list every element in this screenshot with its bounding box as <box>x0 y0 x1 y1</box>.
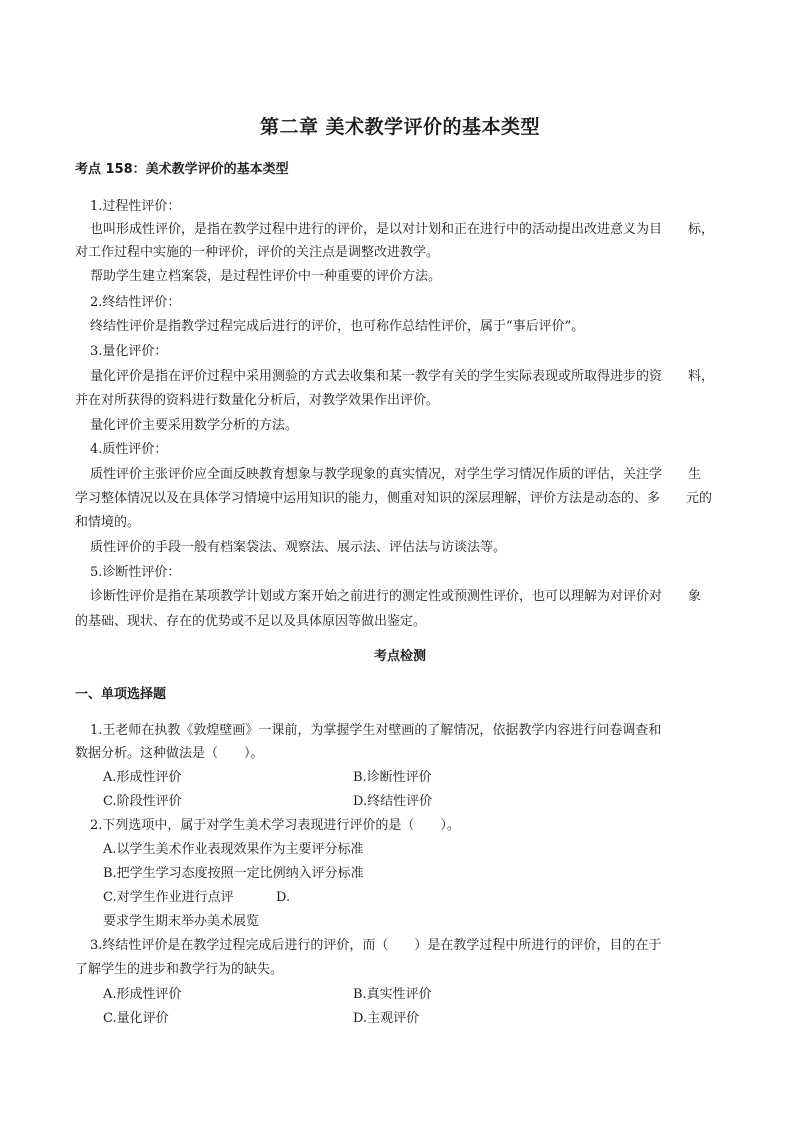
paragraph-line: 5.诊断性评价： <box>90 565 181 580</box>
question-1-option-d: D.终结性评价 <box>353 794 433 809</box>
paragraph-line: 质性评价主张评价应全面反映教育想象与教学现象的真实情况，对学生学习情况作质的评估，关注学 生 <box>90 467 702 482</box>
paragraph-line: 1.过程性评价： <box>90 199 181 214</box>
question-3-stem: 3.终结性评价是在教学过程完成后进行的评价，而（ ）是在教学过程中所进行的评价，目的在于 <box>90 938 662 953</box>
question-1-option-b: B.诊断性评价 <box>353 770 432 785</box>
paragraph-line: 学习整体情况以及在具体学习情境中运用知识的能力，侧重对知识的深层理解，评价方法是动态的、多 元的 <box>75 491 713 506</box>
paragraph-line: 量化评价主要采用数学分析的方法。 <box>90 418 299 433</box>
paragraph-line: 4.质性评价： <box>90 442 168 457</box>
section-heading: 一、单项选择题 <box>75 687 167 702</box>
paragraph-line: 量化评价是指在评价过程中采用测验的方式去收集和某一教学有关的学生实际表现或所取得进步的资 料， <box>90 369 715 384</box>
question-3-option-d: D.主观评价 <box>353 1011 420 1026</box>
paragraph-line: 和情境的。 <box>75 515 141 530</box>
paragraph-line: 并在对所获得的资料进行数量化分析后，对教学效果作出评价。 <box>75 393 440 408</box>
question-2-option-b: B.把学生学习态度按照一定比例纳入评分标准 <box>103 866 364 881</box>
paragraph-line: 2.终结性评价： <box>90 295 181 310</box>
question-2-stem: 2.下列选项中，属于对学生美术学习表现进行评价的是（ ）。 <box>90 818 460 833</box>
kaodian-heading: 考点 158：美术教学评价的基本类型 <box>75 162 289 177</box>
question-3-option-b: B.真实性评价 <box>353 987 432 1002</box>
paragraph-line: 终结性评价是指教学过程完成后进行的评价，也可称作总结性评价，属于“事后评价”。 <box>90 319 585 334</box>
paragraph-line: 对工作过程中实施的一种评价，评价的关注点是调整改进教学。 <box>75 245 440 260</box>
question-1-stem: 1.王老师在执教《敦煌壁画》一课前，为掌握学生对壁画的了解情况，依据教学内容进行问卷调查和 <box>90 723 662 738</box>
question-2-option-d-label: D. <box>276 890 291 905</box>
paragraph-line: 质性评价的手段一般有档案袋法、观察法、展示法、评估法与访谈法等。 <box>90 540 507 555</box>
paragraph-line: 诊断性评价是指在某项教学计划或方案开始之前进行的测定性或预测性评价，也可以理解为对评价对 象 <box>90 589 702 604</box>
paragraph-line: 帮助学生建立档案袋，是过程性评价中一种重要的评价方法。 <box>90 269 442 284</box>
question-1-stem: 数据分析。这种做法是（ ）。 <box>75 746 264 761</box>
chapter-title: 第二章 美术教学评价的基本类型 <box>259 116 541 138</box>
paragraph-line: 也叫形成性评价，是指在教学过程中进行的评价，是以对计划和正在进行中的活动提出改进意义为目 标， <box>90 222 715 237</box>
question-3-stem: 了解学生的进步和教学行为的缺失。 <box>75 962 284 977</box>
jiance-heading: 考点检测 <box>373 649 426 664</box>
question-2-option-c: C.对学生作业进行点评 <box>103 890 234 905</box>
question-2-option-a: A.以学生美术作业表现效果作为主要评分标准 <box>103 842 364 857</box>
paragraph-line: 3.量化评价： <box>90 344 168 359</box>
question-1-option-a: A.形成性评价 <box>103 770 182 785</box>
question-2-option-d-text: 要求学生期末举办美术展览 <box>103 914 260 929</box>
question-3-option-a: A.形成性评价 <box>103 987 182 1002</box>
question-1-option-c: C.阶段性评价 <box>103 794 182 809</box>
question-3-option-c: C.量化评价 <box>103 1011 169 1026</box>
paragraph-line: 的基础、现状、存在的优势或不足以及具体原因等做出鉴定。 <box>75 614 427 629</box>
